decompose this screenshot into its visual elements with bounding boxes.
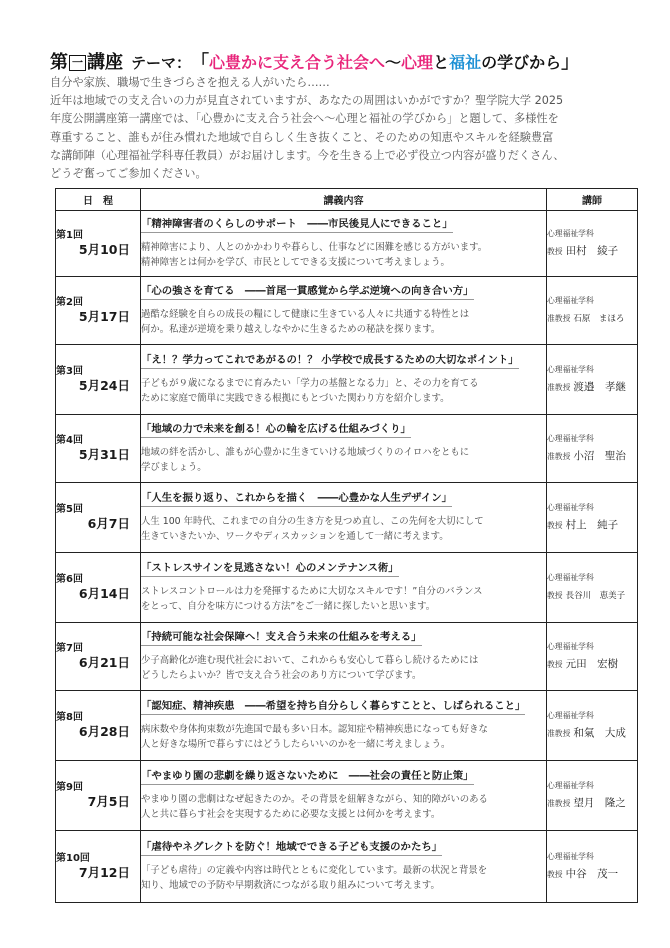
lecturer-rank: 准教授 bbox=[547, 729, 571, 738]
session-title: 「地域の力で未来を創る！心の輪を広げる仕組みづくり」 bbox=[141, 422, 411, 438]
session-date: 5月24日 bbox=[78, 378, 130, 393]
session-description: 少子高齢化が進む現代社会において、これからも安心して暮らし続けるためには bbox=[141, 655, 479, 666]
lecturer-name: 渡邉 孝継 bbox=[573, 381, 626, 393]
session-date: 6月7日 bbox=[87, 516, 130, 531]
session-number: 第1回 bbox=[56, 230, 83, 241]
session-date: 5月31日 bbox=[78, 447, 130, 462]
session-date-cell bbox=[56, 831, 141, 903]
intro-line: 自分や家族、職場で生きづらさを抱える人がいたら…… bbox=[50, 76, 330, 89]
table-row bbox=[56, 277, 638, 345]
lecturer-department: 心理福祉学科 bbox=[547, 229, 594, 238]
intro-line: 年度公開講座第一講座では、「心豊かに支え合う社会へ～心理と福祉の学びから」と題して、多様性を bbox=[50, 112, 559, 126]
session-title: 「虐待やネグレクトを防ぐ！地域でできる子ども支援のかたち」 bbox=[141, 840, 442, 856]
lecturer-rank: 准教授 bbox=[547, 452, 571, 461]
session-description: をとって、自分を味方につける方法”をご一緒に探したいと思います。 bbox=[141, 601, 436, 612]
session-date-cell bbox=[56, 553, 141, 623]
session-title: 「え！？学力ってこれであがるの！？ 小学校で成長するための大切なポイント」 bbox=[141, 353, 519, 369]
intro-line: 尊重すること、誰もが住み慣れた地域で自らしく生き抜くこと、そのための知恵やスキルを経験豊富 bbox=[50, 130, 554, 144]
session-content-cell bbox=[141, 553, 547, 623]
table-row bbox=[56, 483, 638, 553]
table-row bbox=[56, 553, 638, 623]
session-number: 第10回 bbox=[56, 853, 90, 864]
lecturer-cell bbox=[547, 415, 638, 483]
session-number: 第8回 bbox=[56, 712, 83, 723]
session-description: 人生 100 年時代、これまでの自分の生き方を見つめ直し、この先何を大切にして bbox=[141, 516, 484, 527]
lecturer-cell bbox=[547, 277, 638, 345]
session-description: どうしたらよいか？皆で支え合う社会のあり方について学びます。 bbox=[141, 670, 422, 681]
table-row bbox=[56, 623, 638, 691]
lecturer-department: 心理福祉学科 bbox=[547, 781, 594, 790]
session-number: 第9回 bbox=[56, 782, 83, 793]
session-description: 何か。私達が逆境を乗り越えしなやかに生きるための秘訣を探ります。 bbox=[141, 324, 441, 335]
session-description: 過酷な経験を自らの成長の糧にして健康に生きている人々に共通する特性とは bbox=[141, 309, 470, 320]
header-date: 日 程 bbox=[56, 189, 141, 211]
lecturer-department: 心理福祉学科 bbox=[547, 365, 594, 374]
session-date: 6月14日 bbox=[78, 586, 130, 601]
lecturer-cell bbox=[547, 553, 638, 623]
session-date-cell bbox=[56, 277, 141, 345]
session-description: 知り、地域での予防や早期救済につながる取り組みについて考えます。 bbox=[141, 880, 440, 891]
lecturer-department: 心理福祉学科 bbox=[547, 503, 594, 512]
lecturer-name: 長谷川 恵美子 bbox=[565, 591, 626, 601]
title-suffix: 講座 bbox=[87, 52, 123, 73]
lecturer-cell bbox=[547, 483, 638, 553]
session-title: 「ストレスサインを見逃さない！心のメンテナンス術」 bbox=[141, 561, 399, 577]
table-row bbox=[56, 345, 638, 415]
session-title: 「認知症、精神疾患 ――希望を持ち自分らしく暮らすことと、しばられること」 bbox=[141, 699, 525, 715]
page-title bbox=[50, 48, 579, 74]
session-content-cell bbox=[141, 211, 547, 277]
lecturer-name: 小沼 聖治 bbox=[573, 450, 626, 462]
lecturer-cell bbox=[547, 691, 638, 761]
session-description: ストレスコントロールは力を発揮するために大切なスキルです！”自分のバランス bbox=[141, 586, 483, 597]
table-row bbox=[56, 831, 638, 903]
lecturer-department: 心理福祉学科 bbox=[547, 434, 594, 443]
title-close-quote: 」 bbox=[561, 52, 580, 73]
session-number: 第7回 bbox=[56, 643, 83, 654]
title-and: と bbox=[433, 53, 450, 72]
table-row bbox=[56, 211, 638, 277]
lecturer-rank: 教授 bbox=[547, 870, 563, 879]
session-content-cell bbox=[141, 623, 547, 691]
title-separator: ～ bbox=[385, 53, 402, 72]
session-date: 5月10日 bbox=[78, 242, 130, 257]
session-date-cell bbox=[56, 345, 141, 415]
schedule-table bbox=[55, 188, 638, 903]
session-content-cell bbox=[141, 277, 547, 345]
session-title: 「やまゆり園の悲劇を繰り返さないために ――社会の責任と防止策」 bbox=[141, 769, 474, 785]
session-content-cell bbox=[141, 415, 547, 483]
lecturer-cell bbox=[547, 623, 638, 691]
lecturer-rank: 准教授 bbox=[547, 799, 571, 808]
session-date: 7月5日 bbox=[87, 794, 130, 809]
session-date: 6月28日 bbox=[78, 724, 130, 739]
session-date: 7月12日 bbox=[78, 865, 130, 880]
header-lecturer: 講師 bbox=[547, 189, 638, 211]
session-description: ために家庭で簡単に実践できる根拠にもとづいた関わり方を紹介します。 bbox=[141, 393, 450, 404]
intro-line: 近年は地域での支え合いの力が見直されていますが、あなたの周囲はいかがですか？聖学院大学 2025 bbox=[50, 94, 564, 108]
table-row bbox=[56, 415, 638, 483]
title-prefix: 第 bbox=[50, 52, 68, 73]
session-description: 人と好きな場所で暮らすにはどうしたらいいのかを一緒に考えましょう。 bbox=[141, 739, 451, 750]
session-title: 「持続可能な社会保障へ！支え合う未来の仕組みを考える」 bbox=[141, 630, 422, 646]
session-number: 第2回 bbox=[56, 297, 83, 308]
session-content-cell bbox=[141, 831, 547, 903]
lecturer-department: 心理福祉学科 bbox=[547, 711, 594, 720]
lecturer-rank: 教授 bbox=[547, 591, 563, 600]
lecturer-name: 田村 綾子 bbox=[565, 245, 619, 257]
session-number: 第6回 bbox=[56, 574, 83, 585]
session-date-cell bbox=[56, 761, 141, 831]
session-description: 生きていきたいか、ワークやディスカッションを通して一緒に考えます。 bbox=[141, 531, 449, 542]
session-title: 「人生を振り返り、これからを描く ――心豊かな人生デザイン」 bbox=[141, 491, 452, 507]
lecturer-rank: 教授 bbox=[547, 247, 563, 256]
intro-line: な講師陣（心理福祉学科専任教員）がお届けします。今を生きる上で必ず役立つ内容が盛りだくさん、 bbox=[50, 148, 565, 162]
lecturer-name: 元田 宏樹 bbox=[565, 658, 619, 670]
intro-text bbox=[50, 74, 640, 183]
session-date-cell bbox=[56, 415, 141, 483]
table-header-row bbox=[56, 189, 638, 211]
title-main: 心豊かに支え合う社会へ bbox=[209, 53, 386, 72]
session-content-cell bbox=[141, 691, 547, 761]
title-number: 一 bbox=[69, 55, 86, 71]
session-description: 病床数や身体拘束数が先進国で最も多い日本。認知症や精神疾患になっても好きな bbox=[141, 724, 488, 735]
lecturer-cell bbox=[547, 211, 638, 277]
lecturer-department: 心理福祉学科 bbox=[547, 296, 594, 305]
lecturer-rank: 教授 bbox=[547, 521, 563, 530]
lecturer-cell bbox=[547, 761, 638, 831]
title-psychology: 心理 bbox=[401, 53, 434, 72]
lecturer-rank: 准教授 bbox=[547, 314, 571, 323]
session-description: 地域の絆を活かし、誰もが心豊かに生きていける地域づくりのイロハをともに bbox=[141, 447, 470, 458]
lecturer-department: 心理福祉学科 bbox=[547, 573, 594, 582]
session-number: 第4回 bbox=[56, 435, 83, 446]
theme-label: テーマ： bbox=[131, 54, 192, 72]
lecturer-name: 石原 まほろ bbox=[573, 314, 625, 324]
table-row bbox=[56, 761, 638, 831]
lecturer-cell bbox=[547, 345, 638, 415]
lecturer-department: 心理福祉学科 bbox=[547, 642, 594, 651]
session-description: やまゆり園の悲劇はなぜ起きたのか。その背景を紐解きながら、知的障がいのある bbox=[141, 794, 488, 805]
session-date: 5月17日 bbox=[78, 309, 130, 324]
lecturer-cell bbox=[547, 831, 638, 903]
session-title: 「精神障害者のくらしのサポート ――市民後見人にできること」 bbox=[141, 217, 453, 233]
lecturer-name: 望月 隆之 bbox=[573, 797, 626, 809]
lecturer-rank: 教授 bbox=[547, 660, 563, 669]
title-tail: の学びから bbox=[481, 53, 562, 72]
header-content: 講義内容 bbox=[141, 189, 547, 211]
session-description: 「子ども虐待」の定義や内容は時代とともに変化しています。最新の状況と背景を bbox=[141, 865, 488, 876]
session-content-cell bbox=[141, 483, 547, 553]
lecturer-department: 心理福祉学科 bbox=[547, 852, 594, 861]
session-date: 6月21日 bbox=[78, 655, 130, 670]
session-description: 学びましょう。 bbox=[141, 462, 207, 473]
session-date-cell bbox=[56, 483, 141, 553]
lecturer-name: 村上 純子 bbox=[565, 519, 619, 531]
session-content-cell bbox=[141, 345, 547, 415]
session-description: 人と共に暮らす社会を実現するために必要な支援とは何かを考えます。 bbox=[141, 809, 441, 820]
table-row bbox=[56, 691, 638, 761]
lecturer-rank: 准教授 bbox=[547, 383, 571, 392]
lecturer-name: 中谷 茂一 bbox=[565, 868, 619, 880]
session-description: 精神障害により、人とのかかわりや暮らし、仕事などに困難を感じる方がいます。 bbox=[141, 242, 488, 253]
session-description: 子どもが９歳になるまでに育みたい「学力の基盤となる力」と、その力を育てる bbox=[141, 378, 479, 389]
title-welfare: 福祉 bbox=[449, 53, 482, 72]
session-date-cell bbox=[56, 211, 141, 277]
session-date-cell bbox=[56, 691, 141, 761]
title-open-quote: 「 bbox=[191, 52, 210, 73]
session-date-cell bbox=[56, 623, 141, 691]
session-number: 第5回 bbox=[56, 504, 83, 515]
session-title: 「心の強さを育てる ――首尾一貫感覚から学ぶ逆境への向き合い方」 bbox=[141, 284, 474, 300]
lecturer-name: 和氣 大成 bbox=[573, 727, 626, 739]
session-content-cell bbox=[141, 761, 547, 831]
session-description: 精神障害とは何かを学び、市民としてできる支援について考えましょう。 bbox=[141, 257, 450, 268]
intro-line: どうぞ奮ってご参加ください。 bbox=[50, 167, 207, 181]
session-number: 第3回 bbox=[56, 366, 83, 377]
